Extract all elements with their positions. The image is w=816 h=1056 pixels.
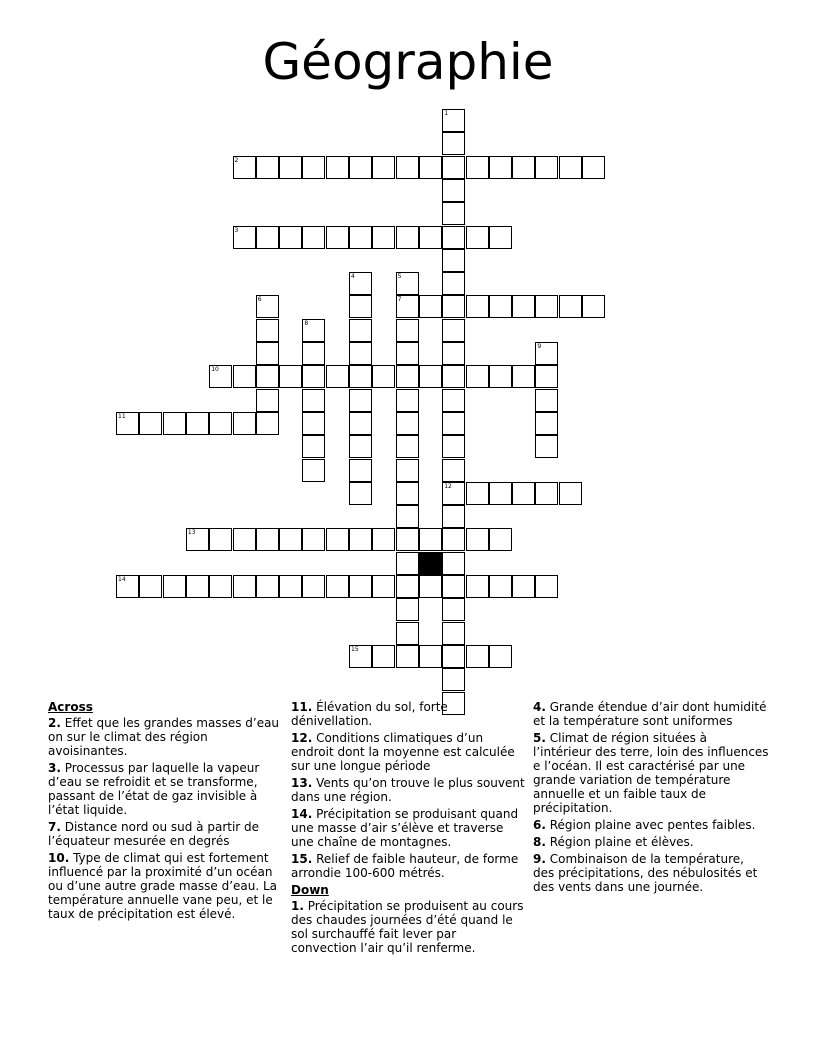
grid-cell[interactable] — [535, 295, 558, 318]
clue-text: Processus par laquelle la vapeur d’eau se refroidit et se transforme, passant de l’état de gaz invisible à l’état liquide. — [48, 761, 260, 817]
grid-cell[interactable] — [442, 435, 465, 458]
grid-cell[interactable] — [559, 295, 582, 318]
grid-cell[interactable] — [302, 226, 325, 249]
grid-cell[interactable] — [442, 132, 465, 155]
grid-cell[interactable] — [256, 156, 279, 179]
grid-cell[interactable] — [466, 226, 489, 249]
clue-item — [48, 820, 284, 848]
grid-cell[interactable] — [396, 226, 419, 249]
clue-label-number: 9. — [533, 852, 546, 866]
grid-cell[interactable] — [489, 295, 512, 318]
clue-label-number: 2. — [48, 716, 61, 730]
clue-text: Région plaine et élèves. — [545, 835, 694, 849]
grid-cell[interactable] — [372, 528, 395, 551]
grid-cell[interactable] — [442, 319, 465, 342]
clue-item — [533, 700, 769, 728]
grid-cell[interactable] — [442, 295, 465, 318]
grid-cell[interactable] — [489, 528, 512, 551]
grid-cell[interactable] — [396, 645, 419, 668]
grid-cell[interactable] — [372, 365, 395, 388]
grid-cell[interactable] — [419, 365, 442, 388]
clue-label-number: 3. — [48, 761, 61, 775]
grid-cell[interactable] — [419, 528, 442, 551]
clue-item — [291, 776, 525, 804]
grid-cell[interactable] — [349, 272, 372, 295]
grid-cell[interactable] — [256, 389, 279, 412]
grid-cell[interactable] — [349, 412, 372, 435]
clue-number: 13 — [187, 529, 196, 537]
grid-cell[interactable] — [466, 295, 489, 318]
grid-cell[interactable] — [396, 575, 419, 598]
grid-cell[interactable] — [209, 412, 232, 435]
grid-cell[interactable] — [442, 249, 465, 272]
grid-cell[interactable] — [442, 226, 465, 249]
grid-cell[interactable] — [326, 365, 349, 388]
grid-cell[interactable] — [442, 156, 465, 179]
grid-cell[interactable] — [419, 295, 442, 318]
grid-cell[interactable] — [279, 226, 302, 249]
grid-cell[interactable] — [442, 482, 465, 505]
grid-cell[interactable] — [419, 226, 442, 249]
grid-cell[interactable] — [559, 156, 582, 179]
grid-cell[interactable] — [302, 342, 325, 365]
grid-cell[interactable] — [209, 528, 232, 551]
grid-cell[interactable] — [442, 505, 465, 528]
clue-label-number: 4. — [533, 700, 546, 714]
clue-number: 7 — [397, 296, 402, 304]
grid-cell[interactable] — [139, 412, 162, 435]
grid-cell[interactable] — [442, 459, 465, 482]
grid-cell[interactable] — [349, 575, 372, 598]
clue-number: 1 — [444, 110, 449, 117]
grid-cell[interactable] — [279, 156, 302, 179]
grid-cell[interactable] — [256, 319, 279, 342]
grid-cell[interactable] — [442, 342, 465, 365]
grid-cell[interactable] — [163, 575, 186, 598]
grid-cell[interactable] — [396, 505, 419, 528]
grid-cell[interactable] — [209, 365, 232, 388]
grid-cell[interactable] — [349, 365, 372, 388]
grid-cell[interactable] — [233, 412, 256, 435]
grid-cell[interactable] — [512, 156, 535, 179]
grid-cell[interactable] — [396, 435, 419, 458]
grid-cell[interactable] — [372, 156, 395, 179]
clue-label-number: 10. — [48, 851, 70, 865]
grid-cell[interactable] — [419, 156, 442, 179]
grid-cell[interactable] — [396, 598, 419, 621]
grid-cell[interactable] — [302, 459, 325, 482]
grid-cell[interactable] — [256, 365, 279, 388]
grid-cell[interactable] — [489, 365, 512, 388]
grid-cell[interactable] — [466, 528, 489, 551]
grid-cell[interactable] — [442, 598, 465, 621]
clue-item — [291, 899, 525, 955]
grid-cell[interactable] — [535, 342, 558, 365]
clue-item — [533, 852, 769, 894]
grid-cell[interactable] — [326, 226, 349, 249]
clue-label-number: 15. — [291, 852, 313, 866]
grid-cell[interactable] — [442, 575, 465, 598]
grid-cell[interactable] — [535, 412, 558, 435]
grid-cell[interactable] — [256, 226, 279, 249]
grid-cell[interactable] — [302, 389, 325, 412]
grid-cell[interactable] — [372, 575, 395, 598]
grid-cell[interactable] — [535, 435, 558, 458]
clue-number: 11 — [118, 412, 126, 420]
grid-cell[interactable] — [419, 645, 442, 668]
grid-cell[interactable] — [535, 156, 558, 179]
clue-number: 9 — [537, 343, 542, 350]
grid-cell[interactable] — [396, 552, 419, 575]
clue-number: 15 — [351, 645, 359, 653]
grid-cell[interactable] — [186, 575, 209, 598]
clue-label-number: 5. — [533, 731, 546, 745]
grid-cell[interactable] — [256, 342, 279, 365]
clue-item — [533, 731, 769, 815]
clue-item — [48, 716, 284, 758]
clue-text: Région plaine avec pentes faibles. — [545, 818, 756, 832]
grid-cell[interactable] — [302, 435, 325, 458]
clue-text: Type de climat qui est fortement influencé par la proximité d’un océan ou d’une autre grade masse d’eau. La température annuelle vane peu, et le taux de précipitation est élevé. — [48, 851, 278, 921]
clue-text: Élévation du sol, forte dénivellation. — [291, 700, 448, 728]
down-heading: Down — [291, 883, 329, 897]
grid-cell[interactable] — [302, 319, 325, 342]
clue-number: 4 — [351, 273, 355, 281]
grid-cell[interactable] — [489, 645, 512, 668]
grid-cell[interactable] — [326, 575, 349, 598]
grid-cell[interactable] — [396, 459, 419, 482]
grid-cell[interactable] — [233, 528, 256, 551]
grid-cell[interactable] — [396, 156, 419, 179]
clue-text: Distance nord ou sud à partir de l’équateur mesurée en degrés — [48, 820, 260, 848]
clue-item — [533, 835, 769, 849]
clue-item — [533, 818, 769, 832]
grid-cell[interactable] — [466, 482, 489, 505]
grid-cell[interactable] — [396, 272, 419, 295]
grid-cell[interactable] — [396, 528, 419, 551]
clue-label-number: 7. — [48, 820, 61, 834]
clue-number: 8 — [304, 319, 309, 327]
clue-text: Climat de région situées à l’intérieur des terre, loin des influences e l’océan. Il est caractérisé par une grande variation de température annuelle et un faible taux de précipitation. — [533, 731, 769, 815]
grid-cell[interactable] — [489, 482, 512, 505]
grid-cell[interactable] — [442, 272, 465, 295]
clue-text: Précipitation se produisent au cours des chaudes journées d’été quand le sol surchauffé fait lever par convection l’air qu’il renferme. — [291, 899, 524, 955]
grid-cell[interactable] — [582, 156, 605, 179]
grid-cell[interactable] — [349, 459, 372, 482]
grid-cell[interactable] — [326, 528, 349, 551]
clues-column-3 — [533, 700, 769, 897]
grid-cell[interactable] — [349, 528, 372, 551]
clue-label-number: 11. — [291, 700, 313, 714]
grid-cell[interactable] — [139, 575, 162, 598]
grid-cell[interactable] — [442, 365, 465, 388]
grid-cell[interactable] — [396, 412, 419, 435]
grid-cell[interactable] — [279, 575, 302, 598]
grid-cell[interactable] — [442, 202, 465, 225]
grid-cell[interactable] — [466, 156, 489, 179]
clue-label-number: 12. — [291, 731, 313, 745]
grid-cell[interactable] — [442, 109, 465, 132]
grid-cell[interactable] — [372, 226, 395, 249]
clue-text: Combinaison de la température, des précipitations, des nébulosités et des vents dans une journée. — [533, 852, 758, 894]
clue-number: 2 — [234, 156, 239, 164]
grid-cell[interactable] — [256, 412, 279, 435]
clue-label-number: 8. — [533, 835, 546, 849]
grid-cell[interactable] — [209, 575, 232, 598]
clue-number: 3 — [234, 226, 239, 234]
grid-cell[interactable] — [349, 319, 372, 342]
grid-cell[interactable] — [326, 156, 349, 179]
grid-cell[interactable] — [466, 365, 489, 388]
grid-cell[interactable] — [396, 365, 419, 388]
grid-cell[interactable] — [279, 365, 302, 388]
grid-cell[interactable] — [256, 295, 279, 318]
grid-cell[interactable] — [489, 226, 512, 249]
grid-cell[interactable] — [302, 156, 325, 179]
grid-cell[interactable] — [442, 622, 465, 645]
grid-cell[interactable] — [512, 295, 535, 318]
grid-cell[interactable] — [116, 412, 139, 435]
grid-cell[interactable] — [302, 365, 325, 388]
grid-cell[interactable] — [302, 575, 325, 598]
grid-cell[interactable] — [442, 412, 465, 435]
grid-cell[interactable] — [256, 575, 279, 598]
clue-number: 12 — [444, 482, 452, 490]
clue-text: Conditions climatiques d’un endroit dont la moyenne est calculée sur une longue période — [291, 731, 515, 773]
grid-cell[interactable] — [372, 645, 395, 668]
grid-cell[interactable] — [535, 575, 558, 598]
clue-label-number: 13. — [291, 776, 313, 790]
grid-cell[interactable] — [233, 226, 256, 249]
grid-cell[interactable] — [396, 482, 419, 505]
grid-cell[interactable] — [442, 645, 465, 668]
clue-text: Précipitation se produisant quand une masse d’air s’élève et traverse une chaîne de montagnes. — [291, 807, 519, 849]
grid-cell[interactable] — [256, 528, 279, 551]
across-heading: Across — [48, 700, 93, 714]
grid-cell[interactable] — [396, 622, 419, 645]
grid-cell[interactable] — [442, 552, 465, 575]
grid-cell[interactable] — [466, 645, 489, 668]
grid-cell[interactable] — [582, 295, 605, 318]
grid-cell[interactable] — [116, 575, 139, 598]
grid-cell[interactable] — [489, 156, 512, 179]
grid-cell[interactable] — [349, 482, 372, 505]
clue-item — [291, 807, 525, 849]
grid-cell[interactable] — [186, 528, 209, 551]
clue-item — [291, 731, 525, 773]
clue-text: Effet que les grandes masses d’eau on sur le climat des région avoisinantes. — [48, 716, 280, 758]
clue-item — [291, 852, 525, 880]
grid-cell[interactable] — [349, 226, 372, 249]
grid-cell[interactable] — [512, 482, 535, 505]
clue-number: 14 — [118, 576, 126, 583]
grid-cell[interactable] — [535, 482, 558, 505]
grid-cell[interactable] — [559, 482, 582, 505]
grid-cell[interactable] — [233, 156, 256, 179]
grid-cell[interactable] — [466, 575, 489, 598]
grid-cell[interactable] — [279, 528, 302, 551]
clue-item — [291, 700, 525, 728]
grid-cell[interactable] — [349, 295, 372, 318]
grid-cell[interactable] — [349, 342, 372, 365]
grid-cell[interactable] — [396, 342, 419, 365]
grid-cell[interactable] — [442, 389, 465, 412]
grid-cell[interactable] — [419, 575, 442, 598]
grid-cell[interactable] — [163, 412, 186, 435]
black-square — [419, 552, 442, 575]
grid-cell[interactable] — [535, 365, 558, 388]
clue-item — [48, 761, 284, 817]
clue-label-number: 6. — [533, 818, 546, 832]
grid-cell[interactable] — [512, 575, 535, 598]
clue-number: 10 — [211, 366, 219, 374]
grid-cell[interactable] — [512, 365, 535, 388]
clues-column-1 — [48, 700, 284, 924]
grid-cell[interactable] — [442, 668, 465, 691]
clues-column-2 — [291, 700, 525, 958]
grid-cell[interactable] — [396, 319, 419, 342]
grid-cell[interactable] — [302, 528, 325, 551]
grid-cell[interactable] — [442, 179, 465, 202]
grid-cell[interactable] — [302, 412, 325, 435]
clue-text: Vents qu’on trouve le plus souvent dans une région. — [291, 776, 525, 804]
clue-item — [48, 851, 284, 921]
grid-cell[interactable] — [186, 412, 209, 435]
grid-cell[interactable] — [442, 528, 465, 551]
clue-number: 6 — [257, 296, 262, 304]
puzzle-title: Géographie — [262, 33, 554, 91]
grid-cell[interactable] — [535, 389, 558, 412]
grid-cell[interactable] — [349, 156, 372, 179]
clue-number: 5 — [397, 273, 402, 281]
grid-cell[interactable] — [349, 435, 372, 458]
grid-cell[interactable] — [396, 295, 419, 318]
grid-cell[interactable] — [233, 365, 256, 388]
clue-label-number: 14. — [291, 807, 313, 821]
grid-cell[interactable] — [233, 575, 256, 598]
clue-text: Relief de faible hauteur, de forme arrondie 100-600 métrés. — [291, 852, 519, 880]
clue-label-number: 1. — [291, 899, 304, 913]
clue-text: Grande étendue d’air dont humidité et la température sont uniformes — [533, 700, 767, 728]
grid-cell[interactable] — [396, 389, 419, 412]
grid-cell[interactable] — [349, 389, 372, 412]
grid-cell[interactable] — [489, 575, 512, 598]
grid-cell[interactable] — [349, 645, 372, 668]
